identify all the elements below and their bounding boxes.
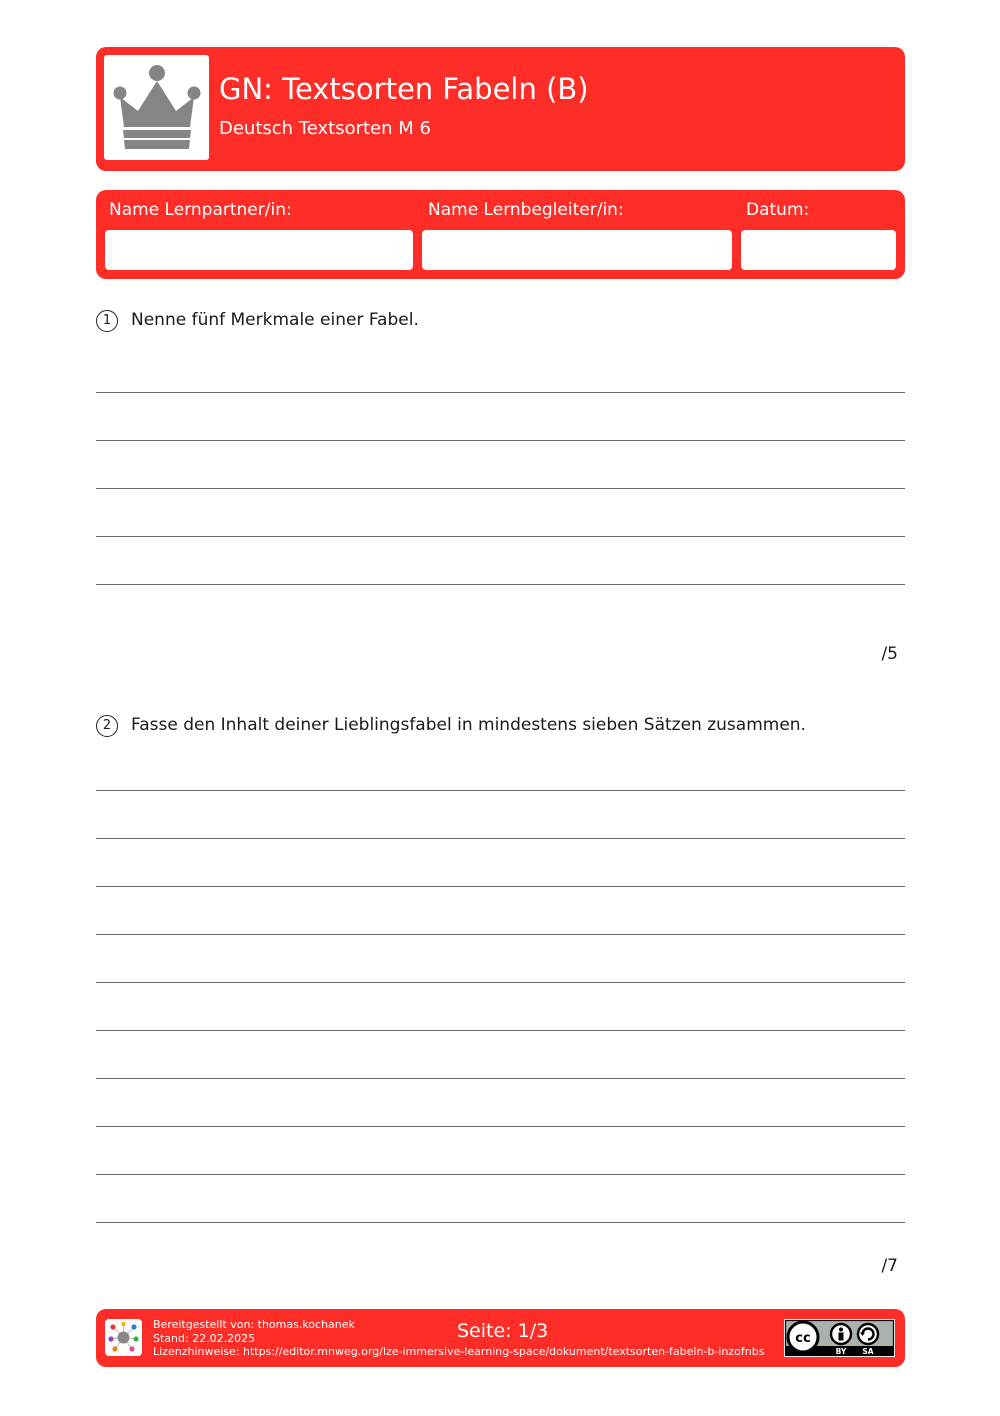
answer-line[interactable] <box>96 982 905 983</box>
answer-line[interactable] <box>96 1174 905 1175</box>
answer-line[interactable] <box>96 536 905 537</box>
crown-icon <box>110 65 204 151</box>
page-subtitle: Deutsch Textsorten M 6 <box>219 118 431 139</box>
worksheet-header <box>96 47 905 171</box>
logo <box>104 55 209 160</box>
begleiter-name-field[interactable] <box>422 230 732 270</box>
date-label: Datum: <box>746 200 810 220</box>
answer-line[interactable] <box>96 1078 905 1079</box>
answer-line[interactable] <box>96 440 905 441</box>
answer-line[interactable] <box>96 886 905 887</box>
name-bar <box>96 190 905 279</box>
answer-line[interactable] <box>96 584 905 585</box>
partner-name-field[interactable] <box>105 230 413 270</box>
answer-line[interactable] <box>96 838 905 839</box>
cc-by-sa-icon <box>784 1319 895 1357</box>
task-1 <box>96 310 419 332</box>
page-number: Seite: 1/3 <box>457 1320 549 1342</box>
network-logo-icon <box>105 1319 142 1356</box>
answer-line[interactable] <box>96 1222 905 1223</box>
answer-line[interactable] <box>96 392 905 393</box>
answer-line[interactable] <box>96 1126 905 1127</box>
answer-line[interactable] <box>96 1030 905 1031</box>
date-field[interactable] <box>741 230 896 270</box>
svg-text:cc: cc <box>795 1331 811 1346</box>
footer-date: Stand: 22.02.2025 <box>153 1332 256 1345</box>
begleiter-label: Name Lernbegleiter/in: <box>428 200 624 220</box>
task-1-score: /5 <box>881 644 898 664</box>
task-number-2: 2 <box>96 715 118 737</box>
answer-line[interactable] <box>96 488 905 489</box>
page-title: GN: Textsorten Fabeln (B) <box>219 72 589 106</box>
license-badge-by: BY <box>835 1347 847 1356</box>
task-1-text: Nenne fünf Merkmale einer Fabel. <box>131 310 419 330</box>
footer-logo <box>105 1319 142 1356</box>
answer-line[interactable] <box>96 790 905 791</box>
answer-line[interactable] <box>96 934 905 935</box>
footer-license-link[interactable]: Lizenzhinweise: https://editor.mnweg.org/lze-immersive-learning-space/dokument/textsorten-fabeln-b-inzofnbs <box>153 1345 765 1358</box>
footer-provided-by: Bereitgestellt von: thomas.kochanek <box>153 1318 355 1331</box>
task-2-score: /7 <box>881 1256 898 1276</box>
task-2-text: Fasse den Inhalt deiner Lieblingsfabel in mindestens sieben Sätzen zusammen. <box>131 715 806 735</box>
license-badge-sa: SA <box>862 1347 874 1356</box>
page-footer <box>96 1309 905 1367</box>
task-2 <box>96 715 806 737</box>
partner-label: Name Lernpartner/in: <box>109 200 292 220</box>
task-number-1: 1 <box>96 310 118 332</box>
